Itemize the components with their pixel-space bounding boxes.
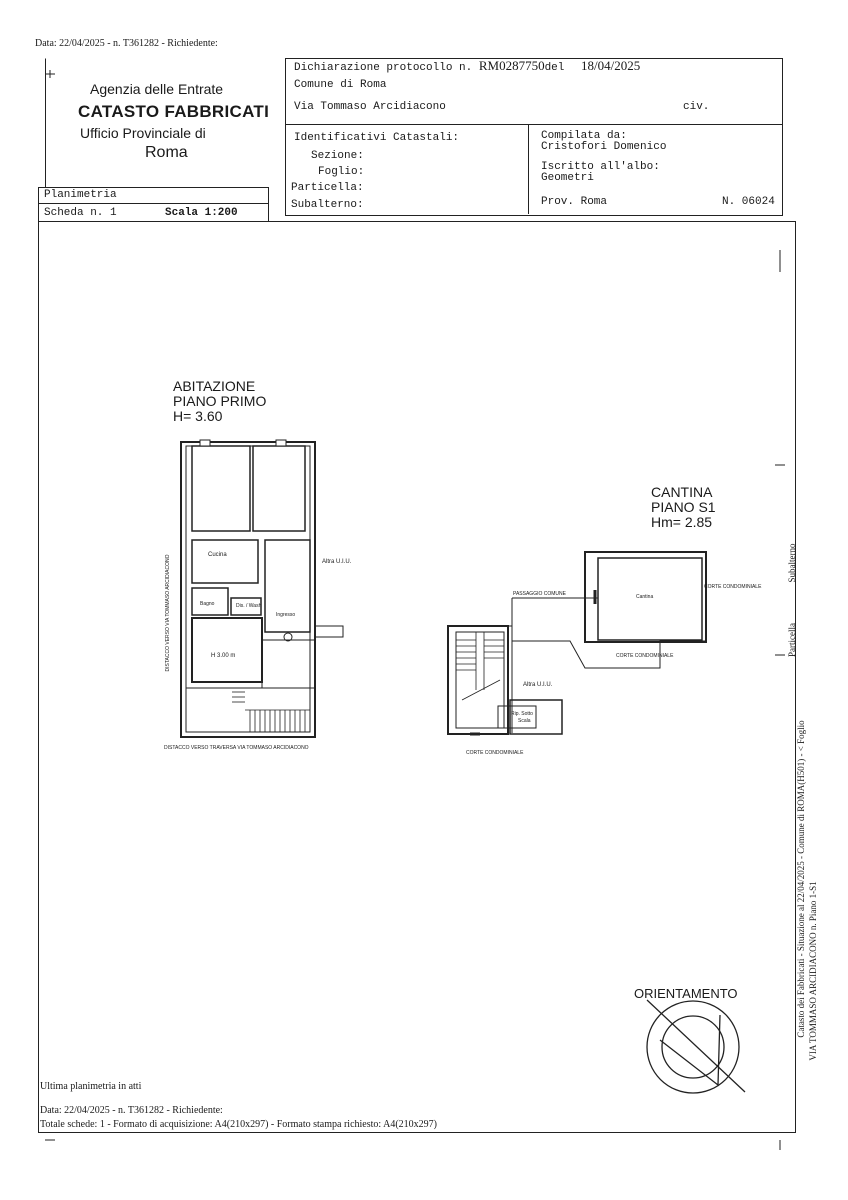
margin-subalterno: Subalterno bbox=[787, 543, 797, 583]
cantina-plan bbox=[448, 552, 706, 734]
cantina-title: CANTINA bbox=[651, 484, 713, 500]
orientamento-label: ORIENTAMENTO bbox=[634, 986, 738, 1001]
particella: Particella: bbox=[291, 182, 364, 194]
top-note: Data: 22/04/2025 - n. T361282 - Richiedente: bbox=[35, 38, 218, 49]
room-ingresso: Ingresso bbox=[276, 612, 296, 618]
identificativi-title: Identificativi Catastali: bbox=[294, 132, 460, 144]
prov: Prov. Roma bbox=[541, 196, 608, 208]
rip-sotto: Rip. Sotto bbox=[511, 711, 533, 717]
room-height: H 3.00 m bbox=[211, 653, 236, 659]
via: Via Tommaso Arcidiacono bbox=[294, 101, 446, 113]
room-dis: Dis. / Wash bbox=[236, 603, 262, 609]
sezione: Sezione: bbox=[311, 150, 364, 162]
foglio: Foglio: bbox=[318, 166, 365, 178]
albo: Geometri bbox=[541, 172, 594, 184]
footer-totale: Totale schede: 1 - Formato di acquisizione: A4(210x297) - Formato stampa richiesto: A4(210x297) bbox=[40, 1119, 437, 1130]
abitazione-floor: PIANO PRIMO bbox=[173, 393, 267, 409]
subalterno: Subalterno: bbox=[291, 199, 364, 211]
room-cantina: Cantina bbox=[636, 594, 654, 600]
rip-scala: Scala bbox=[518, 718, 531, 724]
ufficio-city: Roma bbox=[145, 144, 188, 161]
ultima-planimetria: Ultima planimetria in atti bbox=[40, 1081, 142, 1092]
cantina-height: Hm= 2.85 bbox=[651, 514, 713, 530]
footer-data: Data: 22/04/2025 - n. T361282 - Richiedente: bbox=[40, 1105, 223, 1116]
distacco-bottom: DISTACCO VERSO TRAVERSA VIA TOMMASO ARCIDIACONO bbox=[164, 745, 309, 751]
distacco-side: DISTACCO VERSO VIA TOMMASO ARCIDIACONO bbox=[165, 554, 171, 672]
corte-1: CORTE CONDOMINIALE bbox=[704, 584, 762, 590]
catasto-title: CATASTO FABBRICATI bbox=[78, 102, 270, 121]
compilata-label: Compilata da: bbox=[541, 130, 627, 142]
margin-particella: Particella bbox=[787, 623, 797, 657]
room-bagno: Bagno bbox=[200, 601, 215, 607]
agency-name: Agenzia delle Entrate bbox=[90, 81, 224, 97]
corte-2: CORTE CONDOMINIALE bbox=[616, 653, 674, 659]
iscritto-label: Iscritto all'albo: bbox=[541, 161, 660, 173]
ufficio-label: Ufficio Provinciale di bbox=[80, 125, 206, 141]
comune: Comune di Roma bbox=[294, 79, 387, 91]
margin-line-2: VIA TOMMASO ARCIDIACONO n. Piano 1-S1 bbox=[808, 881, 818, 1061]
cantina-floor: PIANO S1 bbox=[651, 499, 716, 515]
altra-uiu-2: Altra U.I.U. bbox=[523, 682, 553, 688]
abitazione-title: ABITAZIONE bbox=[173, 378, 256, 394]
altra-uiu-1: Altra U.I.U. bbox=[322, 559, 352, 565]
compilata-name: Cristofori Domenico bbox=[541, 141, 667, 153]
margin-line-1: Catasto dei Fabbricati - Situazione al 22/04/2025 - Comune di ROMA(H501) - < Foglio bbox=[796, 720, 806, 1038]
scala: Scala 1:200 bbox=[165, 207, 238, 219]
scheda: Scheda n. 1 bbox=[44, 207, 117, 219]
corte-3: CORTE CONDOMINIALE bbox=[466, 750, 524, 756]
civ: civ. bbox=[683, 101, 710, 113]
passaggio-comune: PASSAGGIO COMUNE bbox=[513, 591, 566, 597]
planimetria-label: Planimetria bbox=[44, 189, 117, 201]
abitazione-plan bbox=[181, 440, 343, 737]
compass-icon bbox=[647, 1000, 745, 1093]
abitazione-height: H= 3.60 bbox=[173, 408, 223, 424]
albo-numero: N. 06024 bbox=[722, 196, 775, 208]
room-cucina: Cucina bbox=[208, 552, 227, 558]
declaration-label: Dichiarazione protocollo n. RM0287750del 18/04/2025 bbox=[294, 58, 641, 74]
